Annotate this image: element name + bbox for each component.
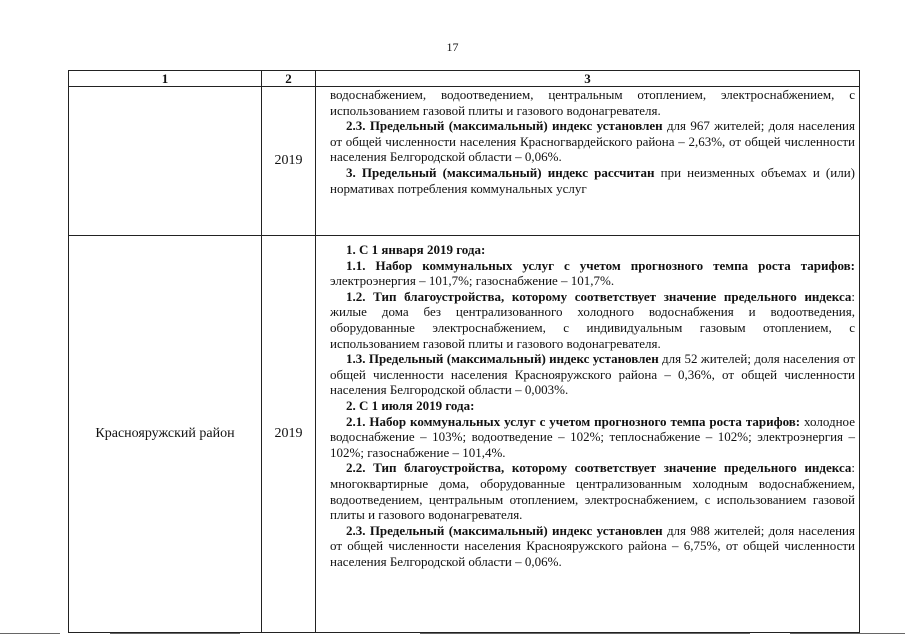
scan-artifact-line bbox=[0, 633, 60, 634]
year-cell: 2019 bbox=[262, 87, 316, 236]
section-heading: 2. С 1 июля 2019 года: bbox=[346, 397, 475, 413]
paragraph: 2.3. Предельный (максимальный) индекс установлен для 988 жителей; доля населения от общей численности населения Краснояружского района – 6,75%, от общей численности населения Белгородской области – 0,06%. bbox=[330, 522, 855, 569]
table-header-row bbox=[69, 71, 860, 87]
column-header-1: 1 bbox=[69, 71, 262, 87]
scan-artifact-line bbox=[110, 633, 240, 634]
scan-artifact-line bbox=[420, 633, 750, 634]
table-row bbox=[69, 87, 860, 236]
scan-artifact-line bbox=[790, 633, 905, 634]
paragraph: 1.2. Тип благоустройства, которому соответствует значение предельного индекса: жилые дома без централизованного холодного водоснабжения и водоотведения, оборудованные электроснабжением, с индивидуальным газовым отоплением, с использованием газовой плиты и газового водонагревателя. bbox=[330, 288, 855, 351]
district-cell: Краснояружский район bbox=[69, 236, 262, 633]
paragraph: 2.2. Тип благоустройства, которому соответствует значение предельного индекса: многоквартирные дома, оборудованные централизованным холодным водоснабжением, водоотведением, центральным отоплением, электроснабжением, с использованием газовой плиты и газового водонагревателя. bbox=[330, 460, 855, 523]
paragraph: водоснабжением, водоотведением, центральным отоплением, электроснабжением, с использованием газовой плиты и газового водонагревателя. bbox=[330, 87, 855, 118]
details-cell bbox=[316, 236, 860, 633]
district-cell bbox=[69, 87, 262, 236]
column-header-2: 2 bbox=[262, 71, 316, 87]
table-row bbox=[69, 236, 860, 633]
paragraph: 2.1. Набор коммунальных услуг с учетом прогнозного темпа роста тарифов: холодное водоснабжение – 103%; водоотведение – 102%; теплоснабжение – 102%; электроэнергия – 102%; газоснабжение – 101,4%. bbox=[330, 413, 855, 460]
paragraph: 1.1. Набор коммунальных услуг с учетом прогнозного темпа роста тарифов: электроэнергия – 101,7%; газоснабжение – 101,7%. bbox=[330, 257, 855, 289]
section-heading: 1. С 1 января 2019 года: bbox=[346, 242, 486, 257]
page-number: 17 bbox=[446, 40, 459, 54]
paragraph: 1.3. Предельный (максимальный) индекс установлен для 52 жителей; доля населения от общей численности населения Краснояружского района – 0,36%, от общей численности населения Белгородской области – 0,003%. bbox=[330, 351, 855, 398]
paragraph: 2.3. Предельный (максимальный) индекс установлен для 967 жителей; доля населения от общей численности населения Красногвардейского района – 2,63%, от общей численности населения Белгородской области – 0,06%. bbox=[330, 118, 855, 165]
utility-index-table bbox=[68, 70, 860, 633]
details-cell bbox=[316, 87, 860, 236]
year-cell: 2019 bbox=[262, 236, 316, 633]
paragraph: 3. Предельный (максимальный) индекс рассчитан при неизменных объемах и (или) нормативах потребления коммунальных услуг bbox=[330, 164, 855, 196]
column-header-3: 3 bbox=[316, 71, 860, 87]
